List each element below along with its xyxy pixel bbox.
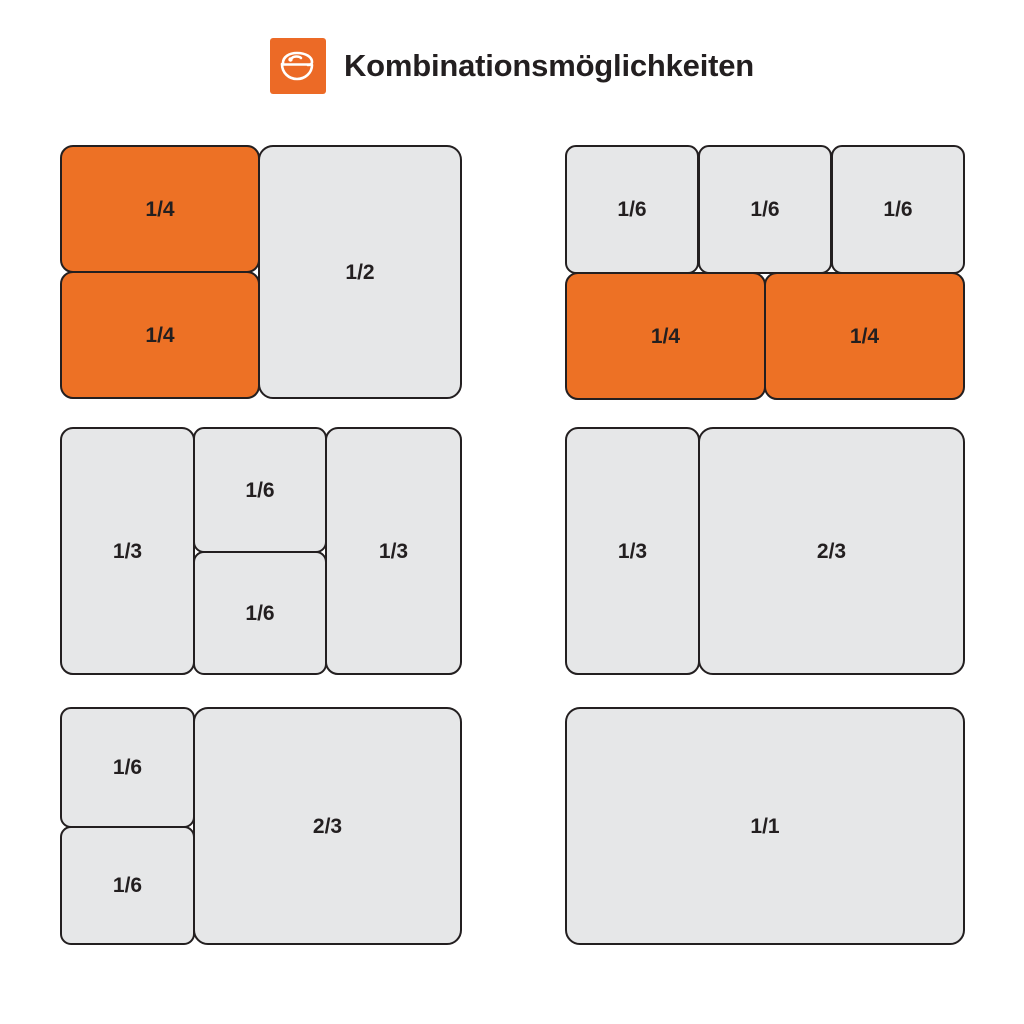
panel-label: 1/6 <box>112 874 143 897</box>
panel-sixth-bottom <box>193 551 327 675</box>
panel-label: 1/4 <box>145 197 175 221</box>
panel-label: 1/3 <box>617 539 648 563</box>
panel-label: 1/2 <box>345 260 375 284</box>
panel-label: 1/4 <box>849 324 880 348</box>
panel-label: 1/6 <box>245 601 275 625</box>
panel-label: 1/6 <box>750 198 780 221</box>
panel-quarter-2 <box>60 271 260 399</box>
panel-label: 1/6 <box>245 478 275 502</box>
panel-label: 2/3 <box>816 539 847 563</box>
group-sixths-quarters <box>565 145 965 400</box>
panel-third <box>565 427 700 675</box>
panel-full <box>565 707 965 945</box>
panel-sixth-2 <box>698 145 832 274</box>
panel-sixth-3 <box>831 145 965 274</box>
panel-sixth-top <box>193 427 327 553</box>
group-quarter-quarter-half <box>60 145 462 400</box>
panel-label: 1/1 <box>750 814 780 838</box>
panel-label: 1/6 <box>617 198 647 221</box>
panel-quarter-2 <box>764 272 965 400</box>
panel-half <box>258 145 462 399</box>
panel-label: 1/4 <box>650 324 681 348</box>
panel-two-thirds <box>698 427 965 675</box>
panel-sixth-top <box>60 707 195 828</box>
panel-third-right <box>325 427 462 675</box>
panel-label: 2/3 <box>312 814 343 838</box>
group-sixths-twothirds <box>60 707 462 945</box>
panel-label: 1/6 <box>112 756 143 779</box>
panel-sixth-bottom <box>60 826 195 945</box>
panel-label: 1/4 <box>145 323 175 347</box>
panel-label: 1/6 <box>883 198 913 221</box>
group-third-twothirds <box>565 427 965 675</box>
panel-label: 1/3 <box>378 539 409 563</box>
panel-label: 1/3 <box>112 539 143 563</box>
panel-quarter-1 <box>60 145 260 273</box>
panel-third-left <box>60 427 195 675</box>
panel-quarter-1 <box>565 272 766 400</box>
panel-two-thirds <box>193 707 462 945</box>
page-title: Kombinationsmöglichkeiten <box>343 48 755 83</box>
panel-sixth-1 <box>565 145 699 274</box>
group-third-sixths-third <box>60 427 462 675</box>
group-full <box>565 707 965 945</box>
